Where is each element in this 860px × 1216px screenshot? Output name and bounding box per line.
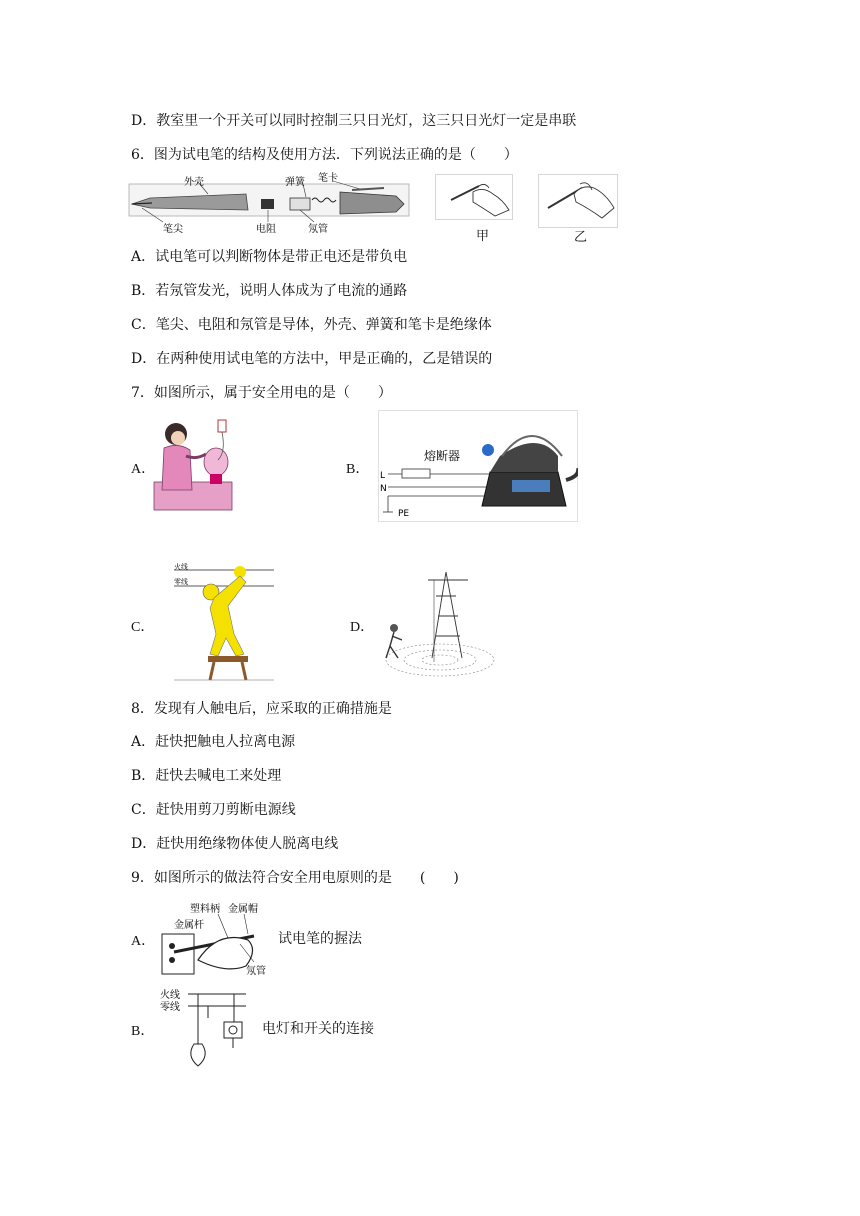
q9-label-a: A． [131,934,156,949]
q6-option-a: A．试电笔可以判断物体是带正电还是带负电 [131,249,408,265]
q7-label-c: C． [131,620,155,635]
test-pen-grip-figure [158,900,272,978]
label-live-q9: 火线 [160,990,180,1001]
q9-stem: 9．如图所示的做法符合安全用电原则的是 ( ) [131,870,459,886]
kettle-circuit-figure [378,410,578,522]
label-fuse: 熔断器 [424,449,461,463]
label-metal-cap: 金属帽 [228,904,258,915]
q6-option-d: D．在两种使用试电笔的方法中，甲是正确的，乙是错误的 [131,351,493,367]
caption-yi: 乙 [574,230,588,245]
label-neutral-q9: 零线 [160,1002,180,1013]
q8-stem: 8．发现有人触电后，应采取的正确措施是 [131,701,392,717]
q6-option-c: C．笔尖、电阻和氖管是导体，外壳、弹簧和笔卡是绝缘体 [131,317,492,333]
caption-jia: 甲 [476,229,490,244]
hand-grip-jia-figure [435,174,513,220]
label-live: 火线 [174,563,188,571]
q6-stem: 6．图为试电笔的结构及使用方法．下列说法正确的是（ ） [131,147,518,163]
test-pen-structure-figure [128,172,413,238]
q7-stem: 7．如图所示，属于安全用电的是（ ） [131,385,392,401]
person-near-pylon-figure [376,566,496,682]
label-resistor: 电阻 [256,224,276,235]
q7-label-a: A． [131,462,156,477]
label-clip: 笔卡 [318,173,338,184]
label-spring: 弹簧 [285,177,305,188]
q8-option-a: A．赶快把触电人拉离电源 [131,734,296,750]
q6-option-b: B．若氖管发光，说明人体成为了电流的通路 [131,283,408,299]
lamp-switch-circuit-figure [158,986,248,1070]
person-touching-wires-figure [174,560,274,684]
label-l: L [380,471,386,481]
q7-label-d: D． [350,620,375,635]
label-metal-rod: 金属杆 [174,920,204,931]
label-neutral: 零线 [174,578,188,586]
label-tip: 笔尖 [163,224,183,235]
q8-option-c: C．赶快用剪刀剪断电源线 [131,802,296,818]
label-shell: 外壳 [184,177,204,188]
woman-plugging-figure [152,416,242,512]
label-pe: PE [398,509,410,519]
q8-option-b: B．赶快去喊电工来处理 [131,768,282,784]
q9-caption-a: 试电笔的握法 [278,931,362,947]
label-neon: 氖管 [308,224,328,235]
q7-label-b: B． [346,462,370,477]
q9-caption-b: 电灯和开关的连接 [262,1021,374,1037]
q9-label-b: B． [131,1024,155,1039]
q5-option-d: D．教室里一个开关可以同时控制三只日光灯，这三只日光灯一定是串联 [131,113,577,129]
label-n: N [380,484,387,494]
hand-grip-yi-figure [538,174,618,228]
label-neon-q9: 氖管 [246,966,266,977]
label-plastic: 塑料柄 [190,904,220,915]
q8-option-d: D．赶快用绝缘物体使人脱离电线 [131,836,339,852]
